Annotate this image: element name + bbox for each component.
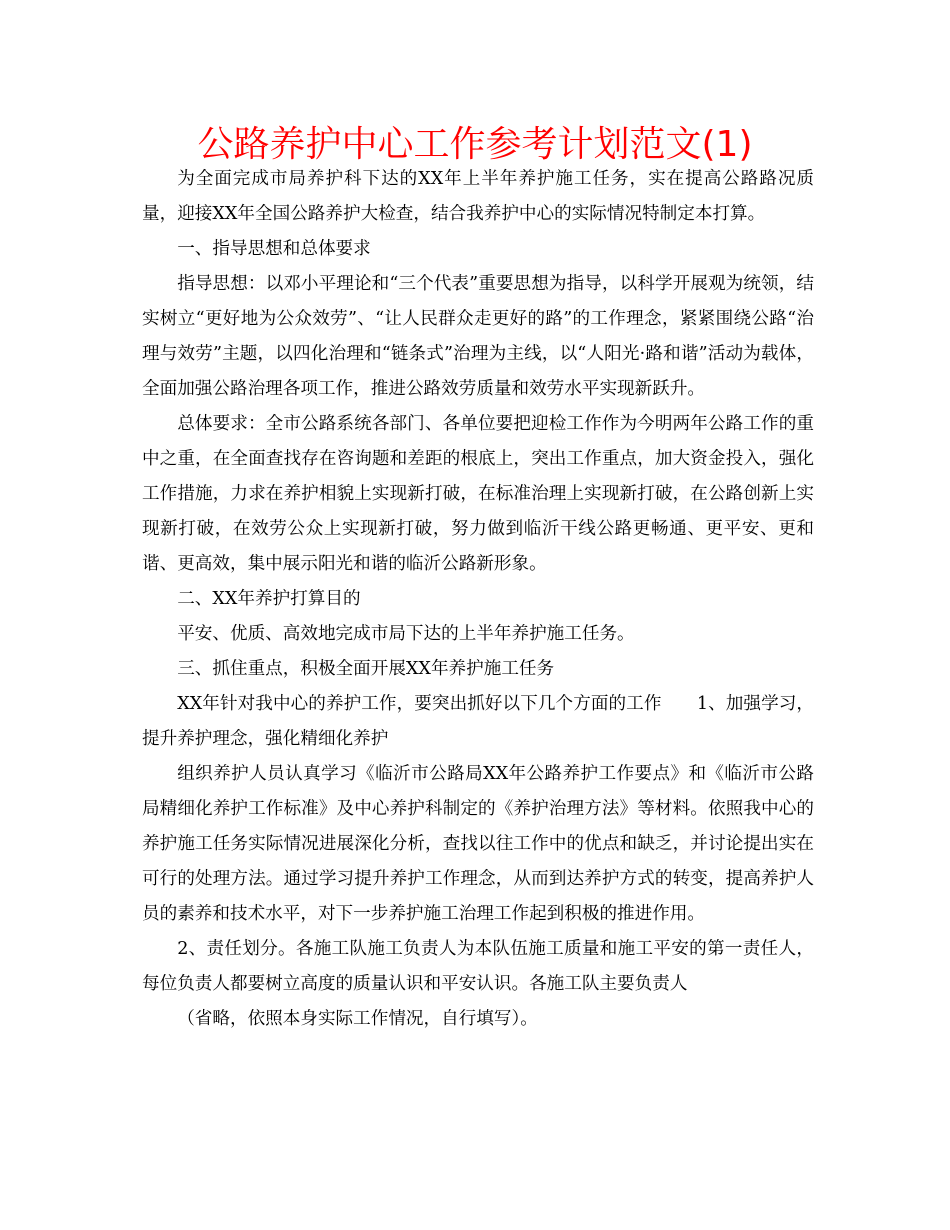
intro-paragraph: 为全面完成市局养护科下达的XX年上半年养护施工任务，实在提高公路路况质量，迎接XX年全国公路养护大检查，结合我养护中心的实际情况特制定本打算。 xyxy=(142,169,814,224)
section-heading-2: 二、XX年养护打算目的 xyxy=(177,589,361,609)
study-paragraph: 组织养护人员认真学习《临沂市公路局XX年公路养护工作要点》和《临沂市公路局精细化养护工作标准》及中心养护科制定的《养护治理方法》等材料。依照我中心的养护施工任务实际情况进展深化分析，查找以往工作中的优点和缺乏，并讨论提出实在可行的处理方法。通过学习提升养护工作理念，从而到达养护方式的转变，提高养护人员的素养和技术水平，对下一步养护施工治理工作起到积极的推进作用。 xyxy=(142,764,814,924)
section-heading-3: 三、抓住重点，积极全面开展XX年养护施工任务 xyxy=(177,659,555,679)
responsibility-paragraph: 2、责任划分。各施工队施工负责人为本队伍施工质量和施工平安的第一责任人，每位负责人都要树立高度的质量认识和平安认识。各施工队主要负责人 xyxy=(142,939,814,994)
focus-paragraph: XX年针对我中心的养护工作，要突出抓好以下几个方面的工作 1、加强学习，提升养护理念，强化精细化养护 xyxy=(142,694,814,749)
document-body xyxy=(142,162,814,1037)
omitted-note: （省略，依照本身实际工作情况，自行填写）。 xyxy=(177,1009,538,1029)
document-title: 公路养护中心工作参考计划范文(1) xyxy=(197,124,753,165)
guiding-ideology-paragraph: 指导思想：以邓小平理论和“三个代表”重要思想为指导，以科学开展观为统领，结实树立“更好地为公众效劳”、“让人民群众走更好的路”的工作理念，紧紧围绕公路“治理与效劳”主题，以四化治理和“链条式”治理为主线，以“人阳光·路和谐”活动为载体，全面加强公路治理各项工作，推进公路效劳质量和效劳水平实现新跃升。 xyxy=(142,274,814,399)
overall-requirements-paragraph: 总体要求：全市公路系统各部门、各单位要把迎检工作作为今明两年公路工作的重中之重，在全面查找存在咨询题和差距的根底上，突出工作重点，加大资金投入，强化工作措施，力求在养护相貌上实现新打破，在标准治理上实现新打破，在公路创新上实现新打破，在效劳公众上实现新打破，努力做到临沂干线公路更畅通、更平安、更和谐、更高效，集中展示阳光和谐的临沂公路新形象。 xyxy=(142,414,814,574)
goal-paragraph: 平安、优质、高效地完成市局下达的上半年养护施工任务。 xyxy=(177,624,635,644)
section-heading-1: 一、指导思想和总体要求 xyxy=(177,239,371,259)
